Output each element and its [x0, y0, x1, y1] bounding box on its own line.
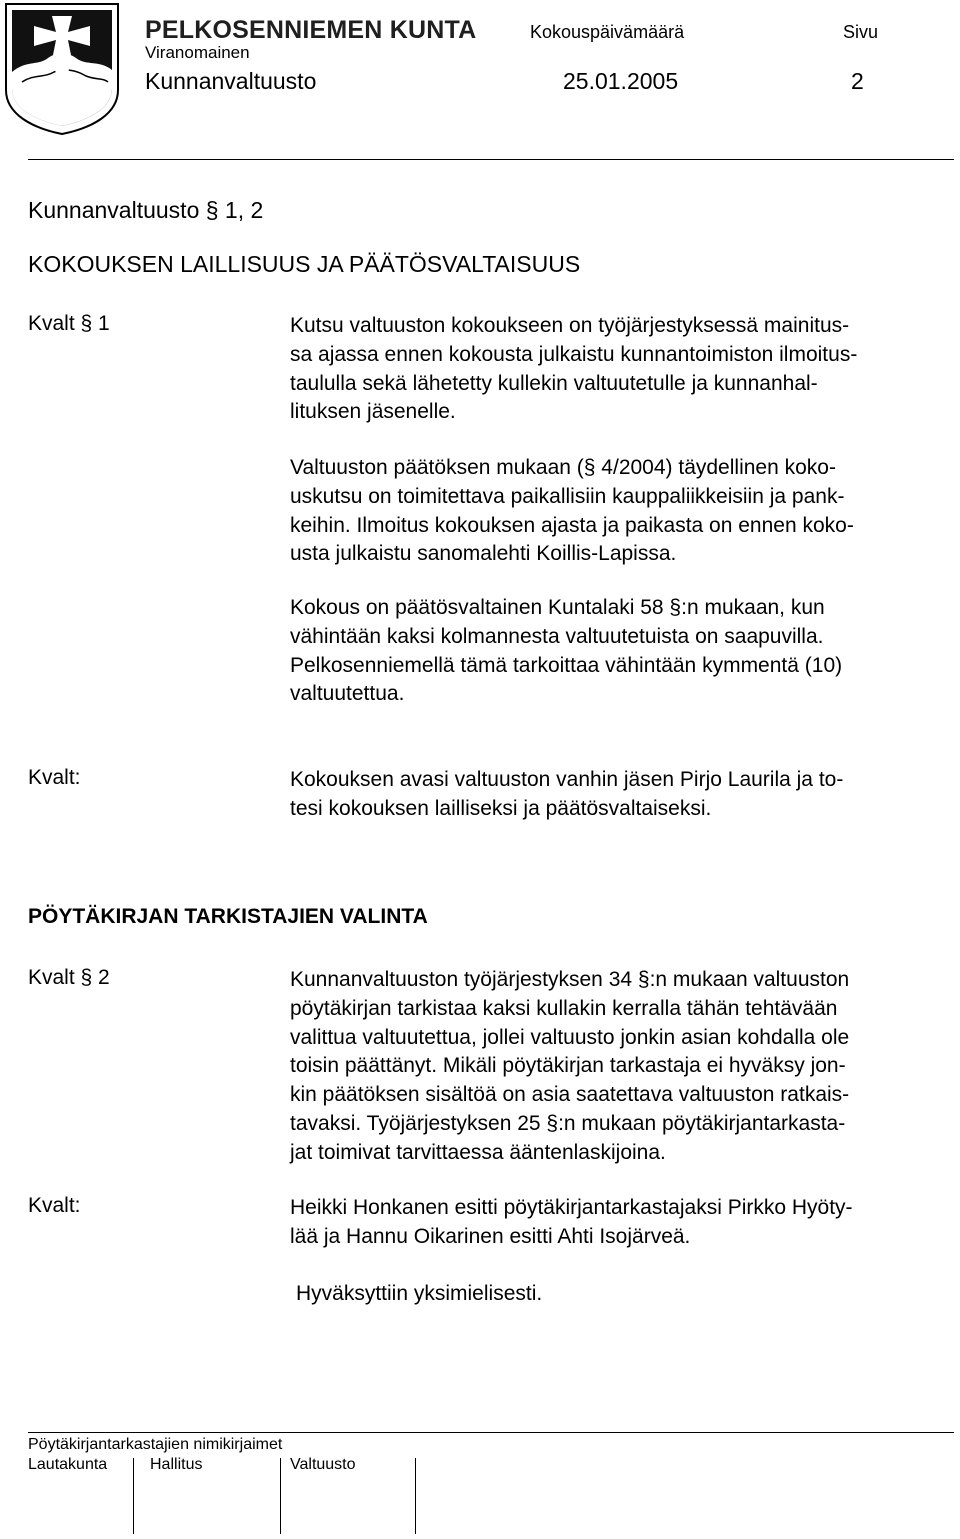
- footer-column-divider: [133, 1458, 134, 1534]
- authority-value: Kunnanvaltuusto: [145, 68, 317, 94]
- organization-name: PELKOSENNIEMEN KUNTA: [145, 16, 477, 44]
- footer-divider: [28, 1432, 954, 1433]
- section2-paragraph-1: Kunnanvaltuuston työjärjestyksen 34 §:n mukaan valtuuston pöytäkirjan tarkistaa kaksi kullakin kerralla tähän tehtävään valittua valtuutettua, jollei valtuusto jonkin asian kohdalla ole toisin päättänyt. Mikäli pöytäkirjan tarkastaja ei hyväksy jon- kin päätöksen sisältöä on asia saatettava valtuuston ratkais- tavaksi. Työjärjestyksen 25 §:n mukaan pöytäkirjantarkasta- jat toimivat tarvittaessa ääntenlaskijoina.: [290, 968, 850, 1164]
- page-number: 2: [851, 68, 864, 94]
- header-divider: [28, 159, 954, 160]
- section-reference: Kunnanvaltuusto § 1, 2: [28, 197, 264, 223]
- section1-item-label: Kvalt § 1: [28, 312, 110, 335]
- section2-decision-label: Kvalt:: [28, 1194, 81, 1217]
- section2-decision: Heikki Honkanen esitti pöytäkirjantarkastajaksi Pirkko Hyöty- lää ja Hannu Oikarinen esitti Ahti Isojärveä.: [290, 1196, 853, 1248]
- section2-result: Hyväksyttiin yksimielisesti.: [296, 1282, 543, 1305]
- page-label: Sivu: [843, 22, 879, 42]
- footer-column-hallitus: Hallitus: [150, 1456, 203, 1473]
- section1-decision-label: Kvalt:: [28, 766, 81, 789]
- footer-column-divider: [280, 1458, 281, 1534]
- municipal-crest-logo: [4, 2, 120, 136]
- authority-label: Viranomainen: [145, 43, 250, 62]
- footer-column-valtuusto: Valtuusto: [290, 1456, 356, 1473]
- footer-column-lautakunta: Lautakunta: [28, 1456, 108, 1473]
- meeting-date: 25.01.2005: [563, 68, 679, 94]
- section2-item-label: Kvalt § 2: [28, 966, 110, 989]
- section1-decision: Kokouksen avasi valtuuston vanhin jäsen Pirjo Laurila ja to- tesi kokouksen lailliseksi ja päätösvaltaiseksi.: [290, 768, 844, 820]
- section1-heading: KOKOUKSEN LAILLISUUS JA PÄÄTÖSVALTAISUUS: [28, 251, 581, 277]
- date-label: Kokouspäivämäärä: [530, 22, 685, 42]
- section2-heading: PÖYTÄKIRJAN TARKISTAJIEN VALINTA: [28, 905, 428, 928]
- section1-paragraph-1: Kutsu valtuuston kokoukseen on työjärjestyksessä mainitus- sa ajassa ennen kokousta julkaistu kunnantoimiston ilmoitus- taululla sekä lähetetty kullekin valtuutetulle ja kunnanhal- lituksen jäsenelle.: [290, 314, 858, 424]
- section1-paragraph-3: Kokous on päätösvaltainen Kuntalaki 58 §:n mukaan, kun vähintään kaksi kolmannesta valtuutetuista on saapuvilla. Pelkosenniemellä tämä tarkoittaa vähintään kymmentä (10) valtuutettua.: [290, 596, 843, 706]
- section1-paragraph-2: Valtuuston päätöksen mukaan (§ 4/2004) täydellinen koko- uskutsu on toimitettava paikallisiin kauppaliikkeisiin ja pank- keihin. Ilmoitus kokouksen ajasta ja paikasta on ennen koko- usta julkaistu sanomalehti Koillis-Lapissa.: [290, 456, 854, 566]
- footer-column-divider: [415, 1458, 416, 1534]
- footer-title: Pöytäkirjantarkastajien nimikirjaimet: [28, 1436, 283, 1453]
